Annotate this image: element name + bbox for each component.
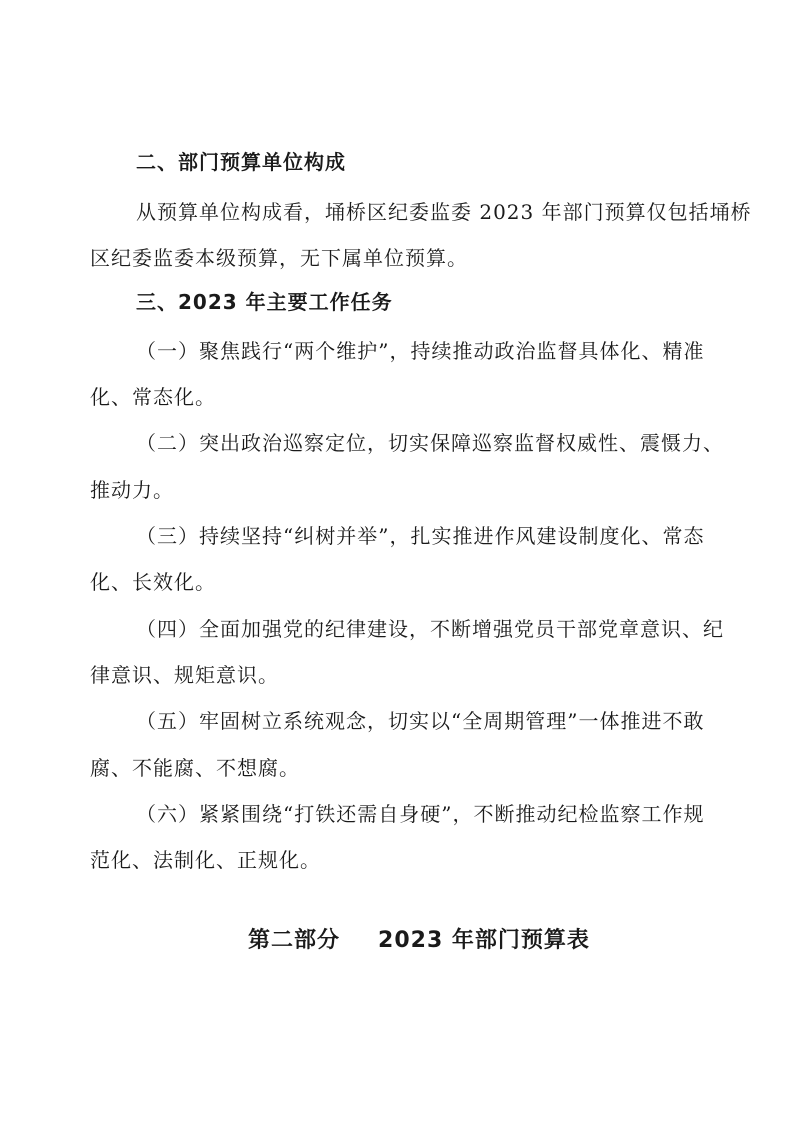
- task-item-1-line-2: 化、常态化。: [90, 385, 216, 409]
- task-item-2-line-2: 推动力。: [90, 478, 174, 502]
- part-2-label: 第二部分: [248, 928, 341, 953]
- task-item-5-line-1: （五）牢固树立系统观念，切实以“全周期管理”一体推进不敢: [136, 709, 705, 733]
- task-item-3-line-2: 化、长效化。: [90, 570, 216, 594]
- task-item-5-line-2: 腐、不能腐、不想腐。: [90, 756, 300, 780]
- section-2-paragraph-line-2: 区纪委监委本级预算，无下属单位预算。: [90, 246, 468, 270]
- task-item-3-line-1: （三）持续坚持“纠树并举”，扎实推进作风建设制度化、常态: [136, 524, 705, 548]
- section-3-heading: 三、2023 年主要工作任务: [136, 290, 393, 314]
- task-item-4-line-1: （四）全面加强党的纪律建设，不断增强党员干部党章意识、纪: [136, 617, 724, 641]
- task-item-1-line-1: （一）聚焦践行“两个维护”，持续推动政治监督具体化、精准: [136, 339, 705, 363]
- section-2-paragraph-line-1: 从预算单位构成看，埇桥区纪委监委 2023 年部门预算仅包括埇桥: [136, 200, 752, 224]
- task-item-4-line-2: 律意识、规矩意识。: [90, 663, 279, 687]
- task-item-6-line-2: 范化、法制化、正规化。: [90, 848, 321, 872]
- task-item-6-line-1: （六）紧紧围绕“打铁还需自身硬”，不断推动纪检监察工作规: [136, 802, 705, 826]
- task-item-2-line-1: （二）突出政治巡察定位，切实保障巡察监督权威性、震慑力、: [136, 431, 724, 455]
- part-2-title: [248, 926, 590, 956]
- part-2-table-title: 2023 年部门预算表: [378, 928, 590, 953]
- section-2-heading: 二、部门预算单位构成: [136, 150, 346, 174]
